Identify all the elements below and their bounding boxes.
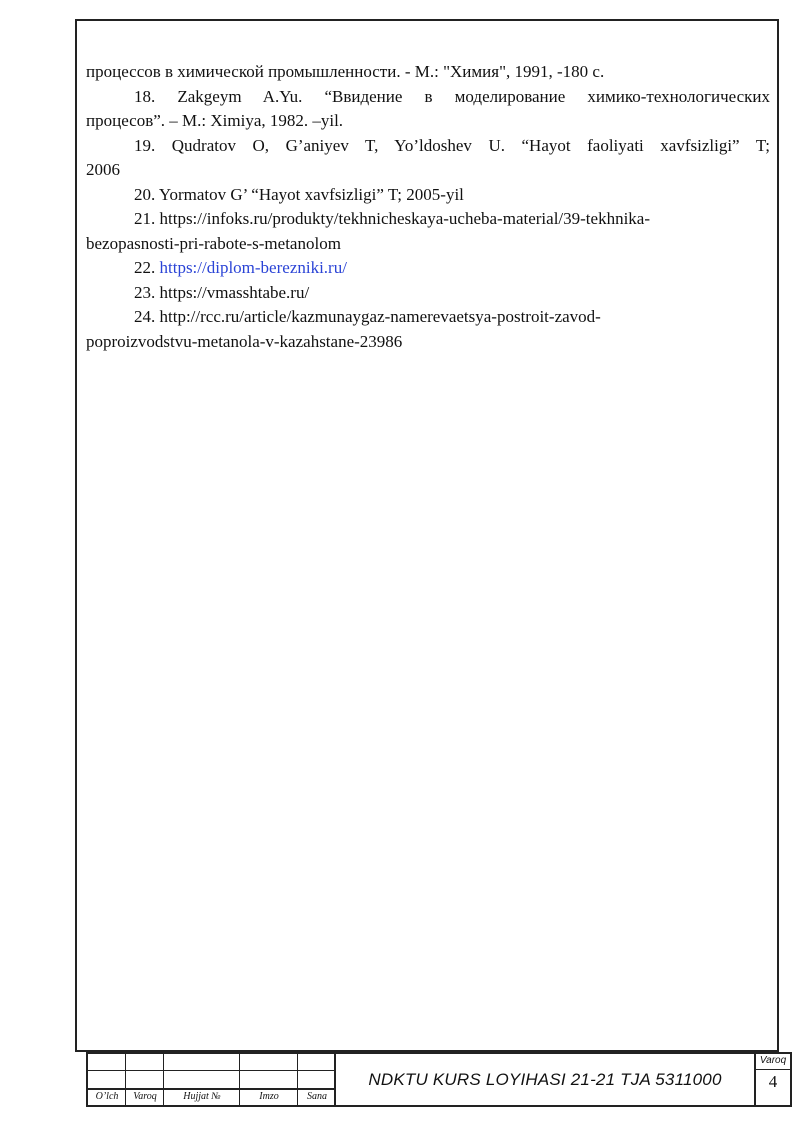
- stamp-label-varoq: Varoq: [133, 1091, 157, 1102]
- reference-23: 23. https://vmasshtabe.ru/: [134, 282, 310, 302]
- stamp-label-sana: Sana: [307, 1091, 327, 1102]
- reference-19-line-1: 19. Qudratov O, G’aniyev T, Yo’ldoshev U. “Hayot faoliyati xavfsizligi” T;: [134, 135, 770, 155]
- reference-24-line-1: 24. http://rcc.ru/article/kazmunaygaz-namerevaetsya-postroit-zavod-: [134, 307, 601, 326]
- sheet-label: Varoq: [759, 1055, 787, 1066]
- sheet-number: 4: [768, 1072, 778, 1091]
- reference-21-line-1: 21. https://infoks.ru/produkty/tekhnicheskaya-ucheba-material/39-tekhnika-: [134, 209, 650, 228]
- title-block-stamp: [86, 1052, 792, 1107]
- reference-22-link[interactable]: https://diplom-berezniki.ru/: [159, 258, 347, 277]
- stamp-label-imzo: Imzo: [259, 1091, 279, 1102]
- reference-17-continuation: процессов в химической промышленности. - М.: "Химия", 1991, -180 с.: [86, 62, 605, 81]
- reference-19-line-2: 2006: [86, 160, 120, 179]
- sheet-number-box: [754, 1054, 790, 1105]
- reference-22-number: 22.: [134, 258, 160, 277]
- stamp-label-olch: O’lch: [95, 1091, 119, 1102]
- reference-18-line-2: процесов”. – M.: Ximiya, 1982. –yil.: [86, 111, 344, 130]
- document-code-title: NDKTU KURS LOYIHASI 21-21 TJA 5311000: [368, 1069, 722, 1089]
- stamp-label-hujjat: Hujjat №: [183, 1091, 221, 1102]
- reference-20: 20. Yormatov G’ “Hayot xavfsizligi” T; 2005-yil: [134, 184, 464, 204]
- reference-list: [86, 60, 770, 354]
- reference-18-line-1: 18. Zakgeym A.Yu. “Ввидение в моделирование химико-технологических: [134, 86, 770, 106]
- reference-24-line-2: poproizvodstvu-metanola-v-kazahstane-23986: [86, 331, 403, 351]
- sheet-divider: [756, 1069, 790, 1070]
- stamp-row-divider: [88, 1070, 336, 1071]
- reference-22: [86, 256, 770, 281]
- reference-21-line-2: bezopasnosti-pri-rabote-s-metanolom: [86, 233, 341, 253]
